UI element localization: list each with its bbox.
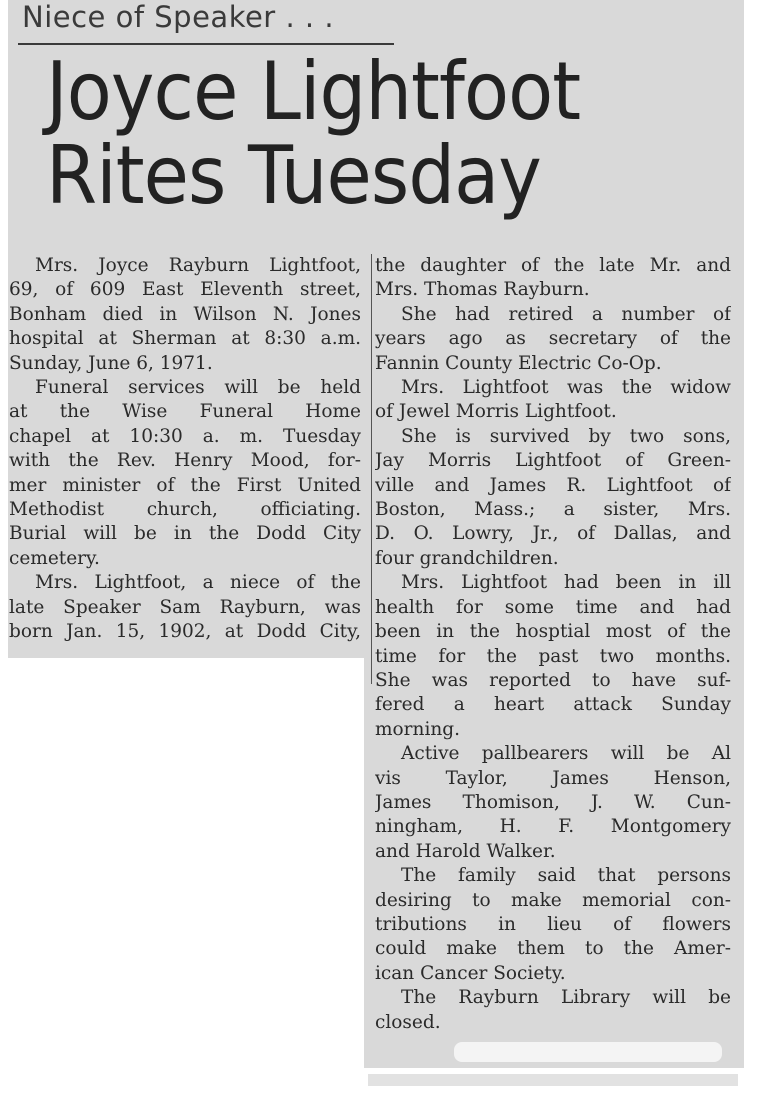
text-line: four grandchildren. <box>375 547 559 569</box>
text-line: D. O. Lowry, Jr., of Dallas, and <box>375 523 731 545</box>
text-line: been in the hosptial most of the <box>375 621 731 643</box>
text-line: Boston, Mass.; a sister, Mrs. <box>375 499 731 521</box>
headline-line-2: Rites Tuesday <box>46 129 541 222</box>
text-line: Sunday, June 6, 1971. <box>9 352 213 374</box>
text-line: the daughter of the late Mr. and <box>375 255 731 276</box>
text-line: Mrs. Lightfoot had been in ill <box>401 572 731 594</box>
text-line: Funeral services will be held <box>35 377 361 399</box>
text-line: at the Wise Funeral Home <box>9 401 361 423</box>
kicker: Niece of Speaker . . . <box>22 0 335 34</box>
text-line: Active pallbearers will be Al <box>401 743 731 765</box>
text-line: The family said that persons <box>401 865 731 887</box>
text-line: Methodist church, officiating. <box>9 499 361 521</box>
headline <box>46 45 581 222</box>
text-line: James Thomison, J. W. Cun- <box>375 791 731 813</box>
text-line: with the Rev. Henry Mood, for- <box>9 450 361 472</box>
text-line: She is survived by two sons, <box>401 425 731 447</box>
text-line: chapel at 10:30 a. m. Tuesday <box>9 425 361 447</box>
text-line: ican Cancer Society. <box>375 962 566 984</box>
text-line: Mrs. Lightfoot was the widow <box>401 377 731 399</box>
text-line: morning. <box>375 718 460 740</box>
text-line: born Jan. 15, 1902, at Dodd City, <box>9 621 361 643</box>
text-line: Mrs. Joyce Rayburn Lightfoot, <box>35 255 361 276</box>
text-line: hospital at Sherman at 8:30 a.m. <box>9 328 361 350</box>
text-line: closed. <box>375 1011 441 1033</box>
text-line: years ago as secretary of the <box>375 328 731 350</box>
text-line: ningham, H. F. Montgomery <box>375 816 731 838</box>
clipping-bottom-edge <box>368 1074 738 1086</box>
headline-line-1: Joyce Lightfoot <box>46 45 581 138</box>
text-line: mer minister of the First United <box>9 474 361 496</box>
text-line: She was reported to have suf- <box>375 669 731 691</box>
article-column-right <box>375 254 731 1035</box>
text-line: The Rayburn Library will be <box>401 987 731 1009</box>
text-line: could make them to the Amer- <box>375 938 731 960</box>
text-line: Fannin County Electric Co-Op. <box>375 352 662 374</box>
text-line: tributions in lieu of flowers <box>375 913 731 935</box>
text-line: and Harold Walker. <box>375 840 556 862</box>
text-line: Bonham died in Wilson N. Jones <box>9 303 361 325</box>
text-line: cemetery. <box>9 547 100 569</box>
text-line: ville and James R. Lightfoot of <box>375 474 731 496</box>
text-line: vis Taylor, James Henson, <box>375 767 731 789</box>
text-line: of Jewel Morris Lightfoot. <box>375 401 617 423</box>
text-line: She had retired a number of <box>401 303 731 325</box>
text-line: desiring to make memorial con- <box>375 889 731 911</box>
text-line: health for some time and had <box>375 596 731 618</box>
text-line: late Speaker Sam Rayburn, was <box>9 596 361 618</box>
scan-smear <box>454 1042 722 1062</box>
text-line: 69, of 609 East Eleventh street, <box>9 279 361 301</box>
text-line: Mrs. Lightfoot, a niece of the <box>35 572 361 594</box>
column-divider <box>371 254 372 684</box>
text-line: Mrs. Thomas Rayburn. <box>375 279 590 301</box>
text-line: Jay Morris Lightfoot of Green- <box>375 450 731 472</box>
text-line: Burial will be in the Dodd City <box>9 523 361 545</box>
text-line: fered a heart attack Sunday <box>375 694 731 716</box>
text-line: time for the past two months. <box>375 645 731 667</box>
article-column-left <box>9 254 361 645</box>
